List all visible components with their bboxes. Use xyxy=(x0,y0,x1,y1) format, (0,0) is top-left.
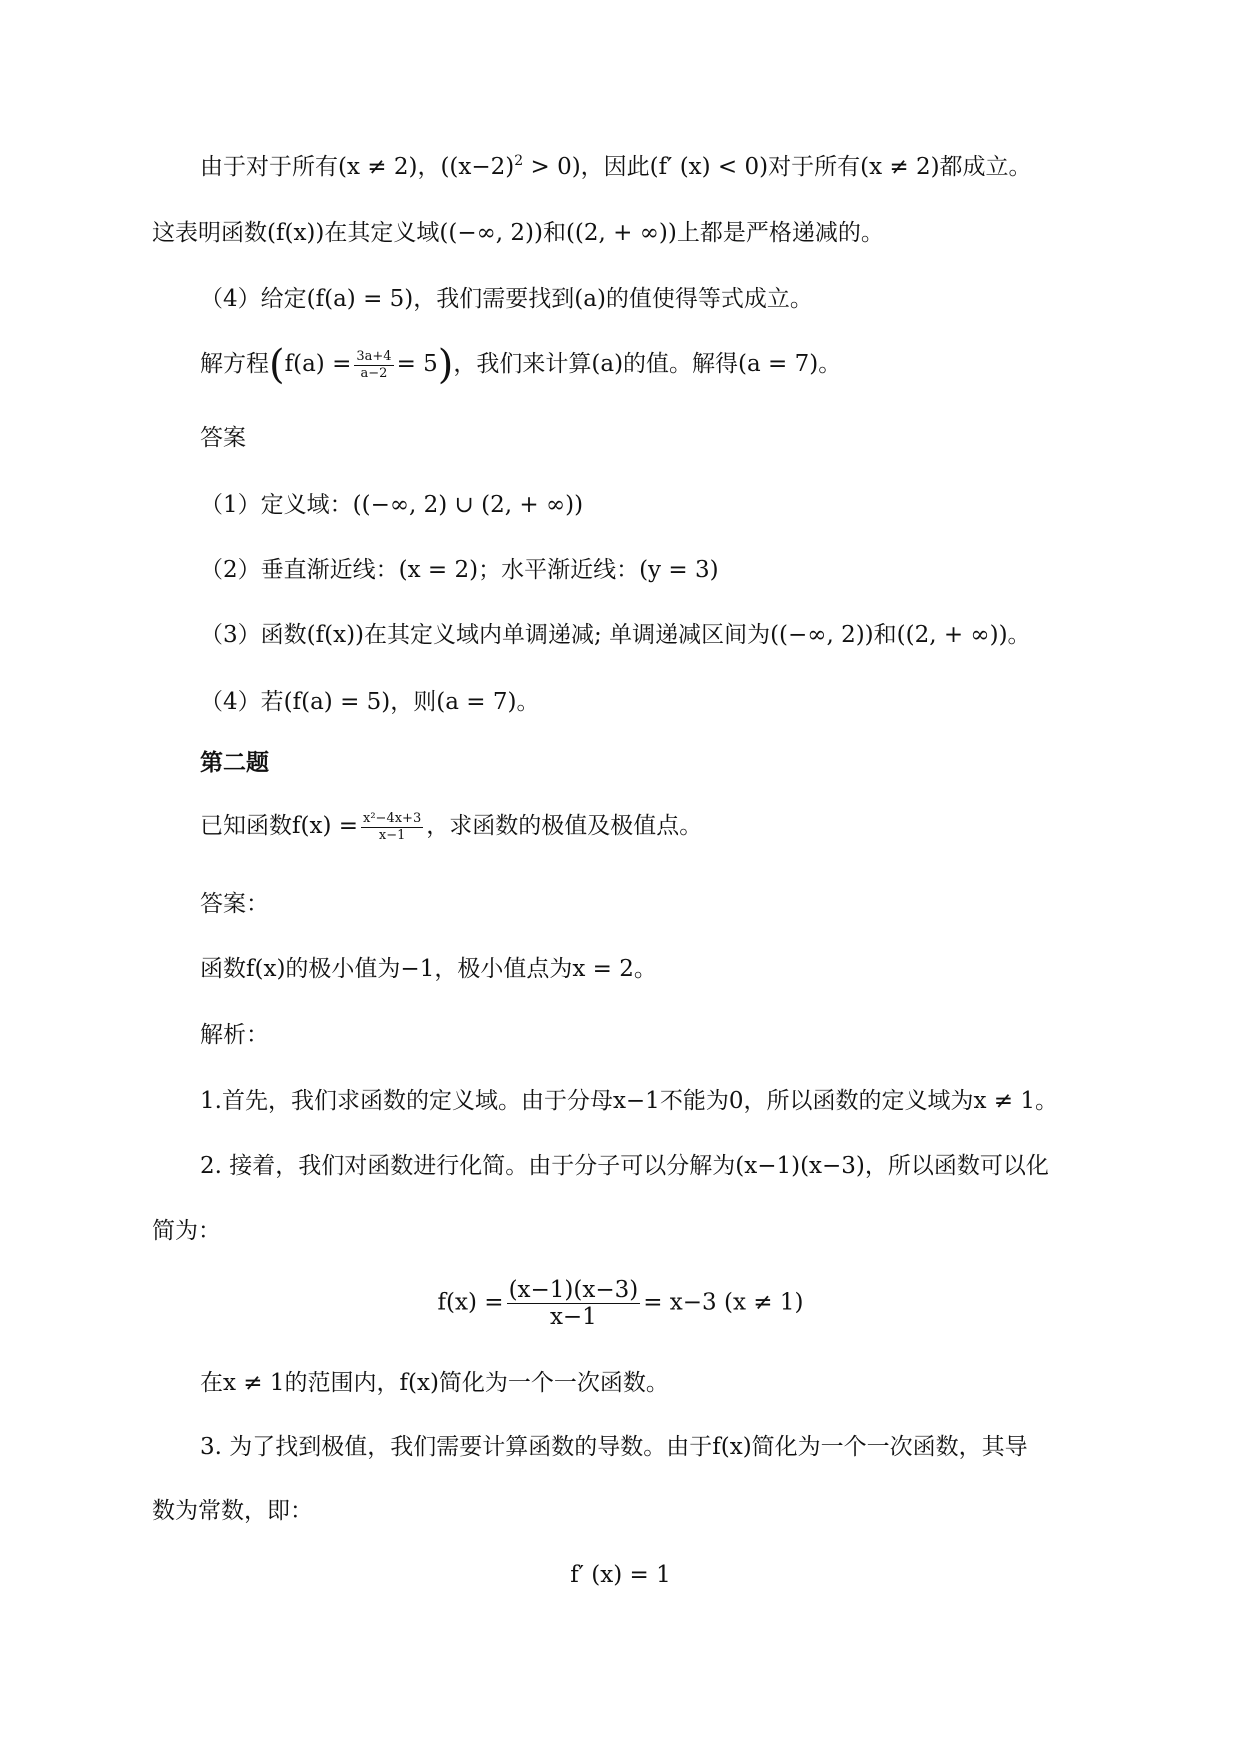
big-paren-close: ) xyxy=(437,342,454,389)
text-segment: > 0)，因此(f′ (x) < 0)对于所有(x ≠ 2)都成立。 xyxy=(523,154,1032,180)
answer-item-4: （4）若(f(a) = 5)，则(a = 7)。 xyxy=(200,689,540,715)
text-line-1 xyxy=(200,153,1032,180)
math-segment: = 5 xyxy=(396,351,438,378)
fraction-numerator: x²−4x+3 xyxy=(363,811,422,826)
text-segment: 解方程 xyxy=(200,351,269,378)
answer-item-2: （2）垂直渐近线：(x = 2)；水平渐近线：(y = 3) xyxy=(200,557,719,583)
answer-item-1: （1）定义域：((−∞, 2) ∪ (2, + ∞)) xyxy=(200,492,584,518)
analysis-note: 在x ≠ 1的范围内，f(x)简化为一个一次函数。 xyxy=(200,1370,669,1396)
analysis-step-1: 1.首先，我们求函数的定义域。由于分母x−1不能为0，所以函数的定义域为x ≠ 1。 xyxy=(200,1088,1058,1114)
text-segment: ，我们来计算(a)的值。解得(a = 7)。 xyxy=(453,351,842,378)
fraction-numerator: 3a+4 xyxy=(356,349,392,364)
text-line-3: （4）给定(f(a) = 5)，我们需要找到(a)的值使得等式成立。 xyxy=(200,286,813,312)
equation-1 xyxy=(0,1278,1241,1329)
analysis-step-2-cont: 简为： xyxy=(152,1218,221,1244)
big-paren-open: ( xyxy=(269,342,285,389)
fraction-denominator: a−2 xyxy=(360,365,388,381)
math-segment: f(a) = xyxy=(284,351,352,378)
answer-item-3: （3）函数(f(x))在其定义域内单调递减; 单调递减区间为((−∞, 2))和((2, + ∞))。 xyxy=(200,622,1031,648)
equation-2: f′ (x) = 1 xyxy=(570,1562,671,1588)
fraction xyxy=(507,1278,641,1329)
text-line-2: 这表明函数(f(x))在其定义域((−∞, 2))和((2, + ∞))上都是严格递减的。 xyxy=(152,220,884,246)
fraction-denominator: x−1 xyxy=(378,827,406,843)
answer-label-2: 答案： xyxy=(200,891,269,917)
answer-text: 函数f(x)的极小值为−1，极小值点为x = 2。 xyxy=(200,956,657,982)
analysis-label: 解析： xyxy=(200,1022,269,1048)
text-line-4 xyxy=(200,342,842,389)
exponent: 2 xyxy=(514,153,524,169)
text-segment: 由于对于所有(x ≠ 2)，((x−2) xyxy=(200,154,515,180)
text-segment: ，求函数的极值及极值点。 xyxy=(426,813,703,840)
fraction-denominator: x−1 xyxy=(549,1304,597,1331)
fraction xyxy=(361,812,423,842)
analysis-step-3: 3. 为了找到极值，我们需要计算函数的导数。由于f(x)简化为一个一次函数，其导 xyxy=(200,1434,1028,1460)
section-heading: 第二题 xyxy=(200,750,269,776)
text-segment: 已知函数f(x) = xyxy=(200,813,359,840)
math-segment: = x−3 (x ≠ 1) xyxy=(643,1289,804,1316)
answer-label: 答案 xyxy=(200,425,246,451)
problem-statement xyxy=(200,812,702,842)
fraction xyxy=(354,350,393,380)
analysis-step-3-cont: 数为常数，即： xyxy=(152,1498,313,1524)
math-segment: f(x) = xyxy=(437,1289,504,1316)
fraction-numerator: (x−1)(x−3) xyxy=(508,1277,639,1303)
analysis-step-2: 2. 接着，我们对函数进行化简。由于分子可以分解为(x−1)(x−3)，所以函数可以化 xyxy=(200,1153,1049,1179)
